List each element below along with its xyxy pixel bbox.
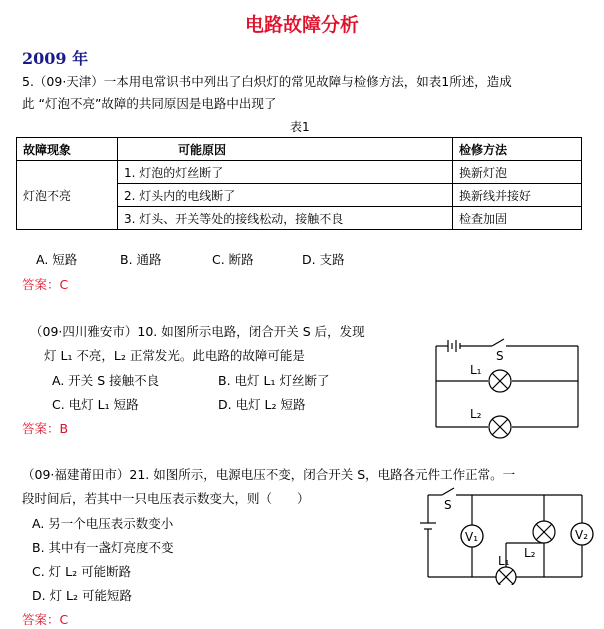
lamp-l1-label: L₁ [470,363,482,377]
lamp-l2-label: L₂ [524,546,536,560]
lamp-icon [496,567,516,585]
page-title: 电路故障分析 [244,14,359,36]
q21-text-line1: （09·福建莆田市）21. 如图所示，电源电压不变，闭合开关 S，电路各元件工作正常。一 [22,467,516,482]
q21-option-b: B. 其中有一盏灯亮度不变 [32,540,174,555]
fault-table [16,137,582,230]
q5-option-b: B. 通路 [120,252,162,267]
lamp-l1-label: L₁ [498,554,510,568]
table-header-row [17,138,582,161]
table-caption: 表1 [290,120,310,134]
cause-cell: 1. 灯泡的灯丝断了 [118,161,453,184]
q5-option-d: D. 支路 [302,252,345,267]
cause-cell: 3. 灯头、开关等处的接线松动，接触不良 [118,207,453,230]
q10-text-line2: 灯 L₁ 不亮，L₂ 正常发光。此电路的故障可能是 [44,348,305,363]
q10-answer: 答案：B [22,421,69,436]
lamp-l2-label: L₂ [470,407,482,421]
symptom-cell: 灯泡不亮 [17,161,118,230]
header-fix: 检修方法 [453,138,582,161]
fix-cell: 检查加固 [453,207,582,230]
fix-cell: 换新线并接好 [453,184,582,207]
q10-option-a: A. 开关 S 接触不良 [52,373,160,388]
lamp-icon [533,521,555,543]
q10-option-d: D. 电灯 L₂ 短路 [218,397,306,412]
header-symptom: 故障现象 [17,138,118,161]
lamp-icon [489,416,511,438]
lamp-icon [489,370,511,392]
q21-text-line2: 段时间后，若其中一只电压表示数变大，则（ ） [22,491,310,506]
q5-text-line1: 5.（09·天津）一本用电常识书中列出了白炽灯的常见故障与检修方法，如表1所述，造成 [22,74,512,89]
q5-text-line2: 此 “灯泡不亮”故障的共同原因是电路中出现了 [22,96,277,111]
q21-circuit-diagram [418,485,600,585]
q10-circuit-diagram [430,334,590,439]
voltmeter-v1-label: V₁ [465,530,479,544]
q10-option-c: C. 电灯 L₁ 短路 [52,397,139,412]
switch-label: S [444,498,452,512]
fix-cell: 换新灯泡 [453,161,582,184]
table-row [17,161,582,184]
q5-option-c: C. 断路 [212,252,254,267]
header-cause: 可能原因 [118,138,453,161]
q21-option-a: A. 另一个电压表示数变小 [32,516,174,531]
year-heading: 2009 年 [22,49,89,68]
q21-option-c: C. 灯 L₂ 可能断路 [32,564,132,579]
q10-option-b: B. 电灯 L₁ 灯丝断了 [218,373,330,388]
switch-label: S [496,349,504,363]
q21-option-d: D. 灯 L₂ 可能短路 [32,588,132,603]
voltmeter-v2-label: V₂ [575,528,589,542]
q5-answer: 答案：C [22,277,69,292]
q5-option-a: A. 短路 [36,252,78,267]
q21-answer: 答案：C [22,612,69,627]
cause-cell: 2. 灯头内的电线断了 [118,184,453,207]
q10-text-line1: （09·四川雅安市）10. 如图所示电路，闭合开关 S 后，发现 [30,324,365,339]
